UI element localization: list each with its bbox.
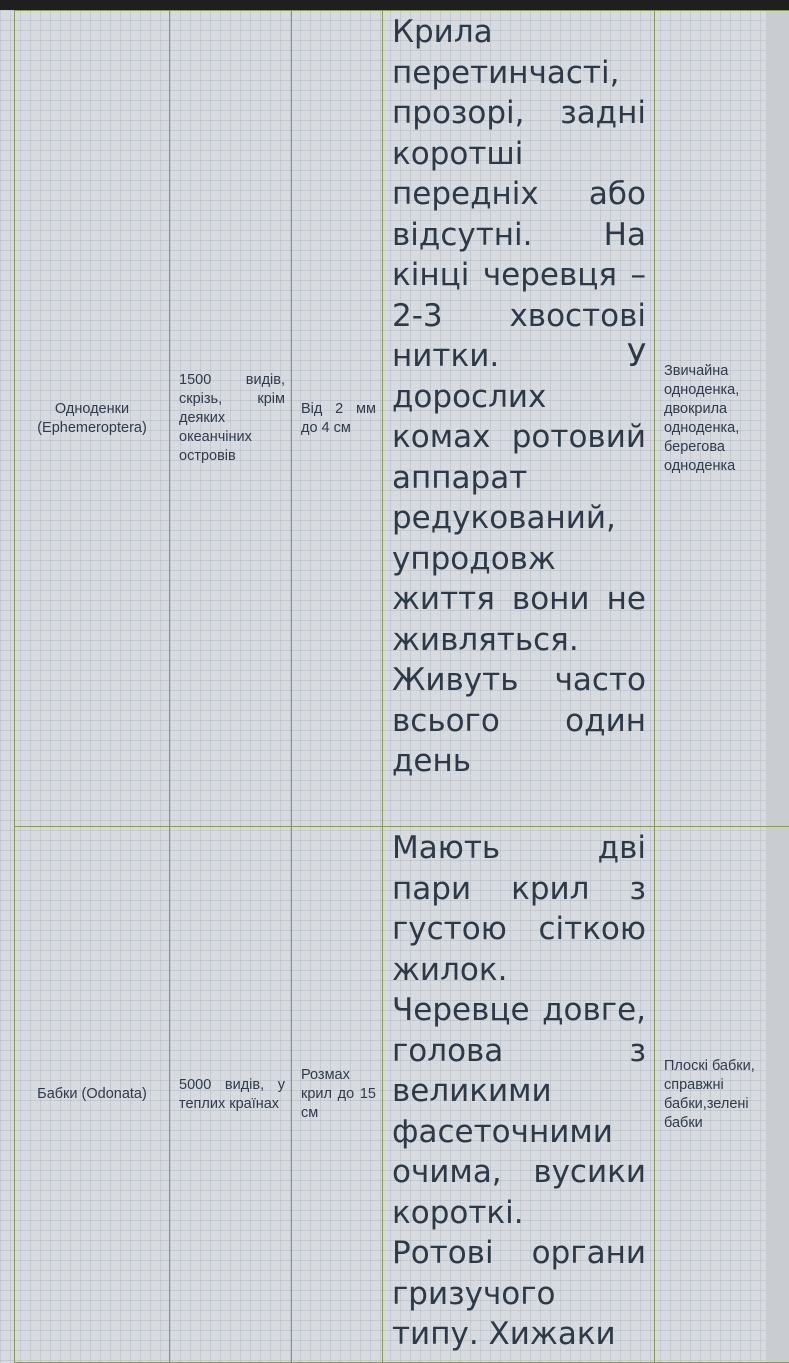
description-cell	[383, 827, 655, 1363]
table-row	[15, 11, 789, 827]
order-cell: Бабки (Odonata)	[15, 827, 170, 1363]
size-cell: Від 2 мм до 4 см	[292, 11, 383, 827]
species-count-cell: 5000 видів, у теплих країнах	[170, 827, 292, 1363]
examples-cell: Плоскі бабки, справжні бабки,зелені бабки	[655, 827, 789, 1363]
description-paragraph: Ротові органи гризучого типу. Хижаки	[392, 1235, 646, 1352]
species-count-cell: 1500 видів, скрізь, крім деяких океанчіних островів	[170, 11, 292, 827]
examples-cell: Звичайна одноденка, двокрила одноденка, берегова одноденка	[655, 11, 789, 827]
insect-orders-table	[14, 10, 789, 1363]
description-cell	[383, 11, 655, 827]
table-row	[15, 827, 789, 1363]
description-paragraph: Живуть часто всього один день	[392, 662, 646, 779]
top-status-bar	[0, 0, 789, 10]
description-paragraph: Крила перетинчасті, прозорі, задні коротші передніх або відсутні. На кінці черевця – 2-3 хвостові нитки. У дорослих комах ротовий аппарат редукований, упродовж життя вони не живляться.	[392, 14, 646, 658]
description-paragraph: Мають дві пари крил з густою сіткою жилок. Черевце довге, голова з великими фасеточними очима, вусики короткі.	[392, 830, 646, 1231]
order-cell: Одноденки (Ephemeroptera)	[15, 11, 170, 827]
size-cell: Розмах крил до 15 см	[292, 827, 383, 1363]
